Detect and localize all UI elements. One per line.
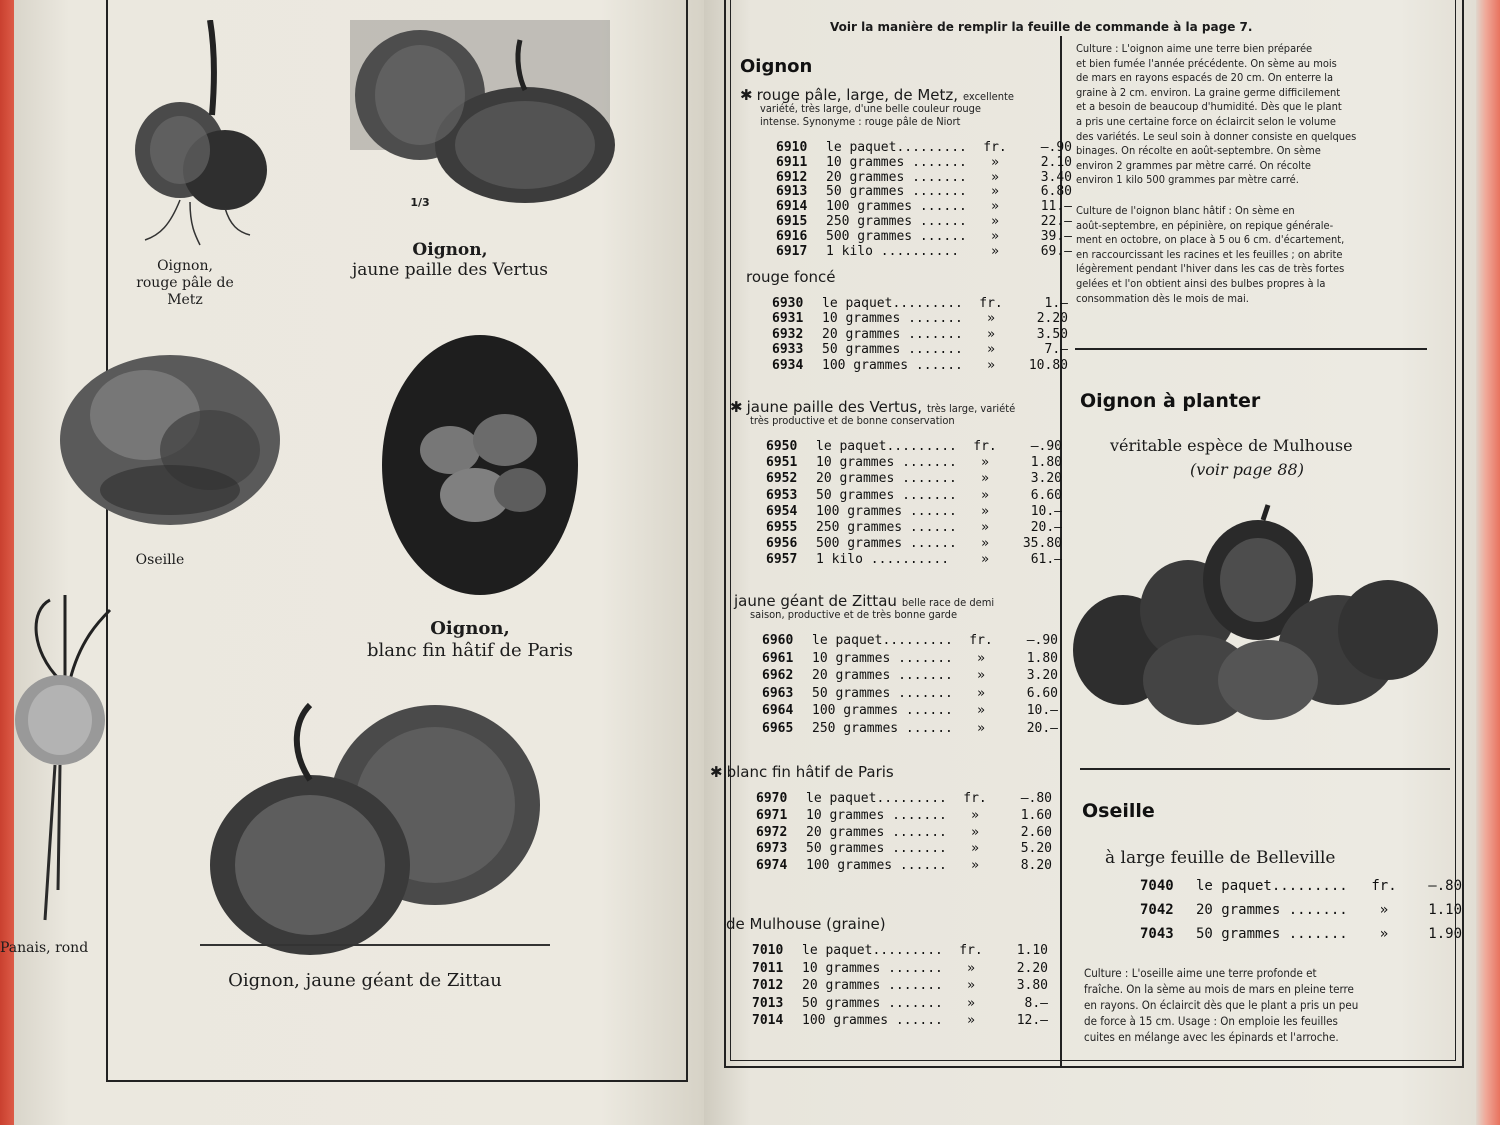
price-label: 250 grammes ......: [826, 214, 967, 229]
price-row: [776, 184, 1072, 199]
price-price: —.90: [1040, 140, 1072, 155]
price-code: 6957: [766, 552, 798, 568]
culture-oignon-text: [1076, 42, 1446, 188]
price-row: [772, 327, 1068, 342]
price-unit: »: [987, 326, 995, 342]
price-code: 6970: [756, 791, 788, 806]
culture-line: fraîche. On la sème au mois de mars en pleine terre: [1084, 982, 1354, 996]
price-row: [776, 140, 1072, 155]
price-code: 7012: [752, 978, 784, 993]
price-row: [1140, 878, 1462, 894]
onion-planter-illustration: [1068, 500, 1468, 730]
price-label: 50 grammes .......: [1196, 926, 1348, 942]
price-code: 6911: [776, 154, 808, 170]
price-price: 12.—: [1016, 1013, 1048, 1028]
price-label: le paquet.........: [816, 439, 957, 454]
price-code: 7014: [752, 1013, 784, 1028]
star-icon: ✱: [730, 398, 743, 416]
caption-metz-line2: rouge pâle de Metz: [136, 274, 234, 308]
culture-line: Culture : L'oseille aime une terre profonde et: [1084, 966, 1317, 980]
price-code: 6910: [776, 140, 808, 155]
price-code: 6973: [756, 841, 788, 857]
price-label: le paquet.........: [802, 943, 943, 958]
price-unit: »: [991, 169, 999, 185]
price-unit: »: [1379, 926, 1389, 942]
price-unit: »: [981, 536, 989, 552]
caption-paris-line2: blanc fin hâtif de Paris: [367, 639, 573, 661]
variety-name: jaune géant de Zittau: [734, 592, 897, 610]
price-unit: fr.: [983, 140, 1007, 155]
price-label: 1 kilo ..........: [816, 552, 950, 568]
culture-line: graine à 2 cm. environ. La graine germe difficilement: [1076, 85, 1341, 99]
price-unit: fr.: [963, 791, 987, 806]
price-price: 1.60: [1020, 807, 1052, 823]
caption-paris: [350, 618, 590, 661]
price-code: 6913: [776, 184, 808, 200]
price-row: [1140, 926, 1462, 942]
culture-line: cuites en mélange avec les épinards et l'arroche.: [1084, 1030, 1339, 1044]
price-price: 20.—: [1030, 520, 1062, 535]
price-row: [766, 488, 1062, 503]
price-price: 8.—: [1024, 995, 1048, 1011]
price-price: 61.—: [1030, 552, 1062, 568]
price-price: 39.—: [1040, 228, 1072, 244]
price-unit: »: [971, 807, 979, 823]
price-price: 6.60: [1026, 685, 1058, 701]
price-price: 3.50: [1036, 326, 1068, 342]
price-row: [766, 455, 1062, 470]
price-row: [756, 841, 1052, 856]
variety-name: blanc fin hâtif de Paris: [726, 763, 894, 781]
price-row: [756, 808, 1052, 823]
price-code: 6917: [776, 243, 808, 259]
price-label: 1 kilo ..........: [826, 243, 960, 259]
caption-panais: Panais, rond: [0, 940, 89, 956]
caption-zittau: Oignon, jaune géant de Zittau: [228, 970, 502, 991]
price-code: 6953: [766, 487, 798, 503]
price-row: [752, 978, 1048, 993]
variety-desc: très large, variété: [926, 402, 1016, 415]
price-row: [772, 311, 1068, 326]
price-code: 6933: [772, 342, 804, 358]
price-unit: »: [981, 471, 989, 487]
scale-fraction: 1/3: [410, 196, 430, 209]
price-row: [776, 155, 1072, 170]
price-unit: fr.: [979, 296, 1003, 311]
culture-blanc-text: [1076, 204, 1446, 306]
oseille-variety-name: à large feuille de Belleville: [1105, 848, 1336, 868]
price-unit: »: [991, 228, 999, 244]
section-title-planter: Oignon à planter: [1080, 390, 1261, 412]
caption-metz: [125, 258, 245, 308]
price-price: 2.10: [1040, 154, 1072, 170]
variety-desc: très productive et de bonne conservation: [750, 414, 955, 427]
price-row: [776, 244, 1072, 259]
price-code: 6950: [766, 439, 798, 454]
variety-title: [710, 763, 1040, 781]
price-row: [762, 651, 1058, 666]
price-label: 50 grammes .......: [816, 487, 957, 503]
price-row: [766, 520, 1062, 535]
culture-line: binages. On récolte en août-septembre. On sème: [1076, 144, 1321, 158]
price-label: 10 grammes .......: [826, 154, 967, 170]
culture-line: en raccourcissant les racines et les feuilles ; on abrite: [1076, 247, 1343, 261]
price-unit: »: [981, 503, 989, 519]
price-code: 6915: [776, 214, 808, 229]
price-price: 6.60: [1030, 487, 1062, 503]
price-label: 20 grammes .......: [1196, 902, 1348, 918]
planter-description: véritable espèce de Mulhouse: [1110, 436, 1353, 455]
price-label: le paquet.........: [812, 633, 953, 648]
price-unit: »: [991, 199, 999, 215]
caption-vertus: [340, 240, 560, 281]
price-price: —.90: [1026, 633, 1058, 648]
price-row: [766, 471, 1062, 486]
price-unit: »: [971, 824, 979, 840]
price-unit: »: [987, 311, 995, 327]
price-unit: fr.: [1371, 878, 1397, 894]
price-label: 20 grammes .......: [812, 668, 953, 683]
price-row: [772, 342, 1068, 357]
price-price: 1.—: [1044, 296, 1068, 311]
price-code: 6914: [776, 199, 808, 215]
price-code: 6952: [766, 471, 798, 487]
price-code: 6954: [766, 503, 798, 519]
price-unit: »: [971, 841, 979, 857]
price-row: [762, 703, 1058, 718]
price-price: 5.20: [1020, 841, 1052, 857]
price-price: 69.—: [1040, 243, 1072, 259]
price-label: 10 grammes .......: [816, 455, 957, 471]
order-instructions: Voir la manière de remplir la feuille de commande à la page 7.: [830, 20, 1253, 34]
price-label: 500 grammes ......: [826, 228, 967, 244]
price-unit: fr.: [959, 943, 983, 958]
price-label: 50 grammes .......: [822, 342, 963, 358]
price-unit: »: [977, 668, 985, 683]
price-row: [756, 825, 1052, 840]
price-price: 1.10: [1428, 902, 1462, 918]
price-label: 250 grammes ......: [812, 720, 953, 736]
price-row: [766, 536, 1062, 551]
culture-line: août-septembre, en pépinière, on repique générale-: [1076, 218, 1334, 232]
price-row: [772, 358, 1068, 373]
caption-vertus-line1: Oignon,: [412, 240, 488, 260]
price-code: 7010: [752, 943, 784, 958]
culture-line: a pris une certaine force on éclaircit selon le volume: [1076, 114, 1336, 128]
price-unit: »: [967, 1013, 975, 1028]
price-label: 50 grammes .......: [812, 685, 953, 701]
variety-name: de Mulhouse (graine): [726, 915, 886, 933]
price-price: 2.20: [1016, 960, 1048, 976]
price-label: 500 grammes ......: [816, 536, 957, 552]
variety-name: rouge pâle, large, de Metz,: [756, 86, 959, 104]
section-title-oignon: Oignon: [740, 56, 813, 77]
variety-desc: excellente: [963, 90, 1014, 103]
price-label: 20 grammes .......: [802, 978, 943, 993]
variety-title: [742, 268, 1072, 286]
price-row: [766, 504, 1062, 519]
price-price: 3.20: [1026, 668, 1058, 683]
culture-line: de mars en rayons espacés de 20 cm. On enterre la: [1076, 71, 1334, 85]
price-label: 20 grammes .......: [816, 471, 957, 487]
price-price: 1.80: [1026, 650, 1058, 666]
star-icon: ✱: [740, 86, 753, 104]
price-label: 10 grammes .......: [806, 807, 947, 823]
price-price: 1.90: [1428, 926, 1462, 942]
culture-line: environ 1 kilo 500 grammes par mètre carré.: [1076, 173, 1299, 187]
culture-line: et a besoin de beaucoup d'humidité. Dès que le plant: [1076, 100, 1342, 114]
price-unit: fr.: [969, 633, 993, 648]
price-row: [1140, 902, 1462, 918]
price-row: [762, 721, 1058, 736]
price-price: 10.—: [1026, 703, 1058, 718]
variety-desc: variété, très large, d'une belle couleur rouge: [760, 102, 982, 115]
price-label: le paquet.........: [822, 296, 963, 311]
panais-illustration: [0, 590, 130, 930]
price-row: [752, 943, 1048, 958]
price-row: [762, 668, 1058, 683]
price-row: [752, 996, 1048, 1011]
price-label: 50 grammes .......: [806, 841, 947, 857]
price-unit: fr.: [973, 439, 997, 454]
price-label: 20 grammes .......: [806, 824, 947, 840]
price-code: 6932: [772, 326, 804, 342]
price-row: [756, 791, 1052, 806]
price-code: 6963: [762, 685, 794, 701]
price-unit: »: [977, 650, 985, 666]
price-price: —.80: [1020, 791, 1052, 806]
price-unit: »: [981, 455, 989, 471]
price-label: 10 grammes .......: [802, 960, 943, 976]
caption-paris-line1: Oignon,: [430, 618, 510, 639]
culture-line: légèrement pendant l'hiver dans les cas de très fortes: [1076, 262, 1345, 276]
price-code: 6934: [772, 357, 804, 373]
price-code: 7011: [752, 960, 784, 976]
price-code: 6956: [766, 536, 798, 552]
price-code: 6962: [762, 668, 794, 683]
price-row: [766, 552, 1062, 567]
variety-name: jaune paille des Vertus,: [746, 398, 922, 416]
culture-line: en rayons. On éclaircit dès que le plant a pris un peu: [1084, 998, 1359, 1012]
price-unit: »: [987, 342, 995, 358]
price-price: 10.80: [1028, 357, 1068, 373]
price-price: 8.20: [1020, 858, 1052, 874]
caption-metz-line1: Oignon,: [157, 258, 213, 274]
price-unit: »: [987, 357, 995, 373]
price-row: [776, 170, 1072, 185]
variety-desc: intense. Synonyme : rouge pâle de Niort: [760, 115, 961, 128]
price-price: —.90: [1030, 439, 1062, 454]
price-unit: »: [967, 960, 975, 976]
price-label: 100 grammes ......: [826, 199, 967, 215]
price-price: 3.40: [1040, 169, 1072, 185]
price-row: [762, 633, 1058, 648]
price-unit: »: [991, 243, 999, 259]
price-label: le paquet.........: [806, 791, 947, 806]
price-code: 6960: [762, 633, 794, 648]
price-price: 22.—: [1040, 214, 1072, 229]
price-price: 3.20: [1030, 471, 1062, 487]
price-row: [776, 199, 1072, 214]
price-code: 7013: [752, 995, 784, 1011]
price-unit: »: [977, 720, 985, 736]
price-label: 100 grammes ......: [822, 357, 963, 373]
price-price: 2.20: [1036, 311, 1068, 327]
culture-oseille-text: [1084, 965, 1464, 1045]
price-price: 1.10: [1016, 943, 1048, 958]
culture-line: consommation dès le mois de mai.: [1076, 291, 1249, 305]
caption-oseille: Oseille: [135, 552, 185, 568]
onion-vertus-illustration: [340, 0, 620, 210]
price-price: 10.—: [1030, 503, 1062, 519]
price-unit: »: [967, 995, 975, 1011]
price-unit: »: [1379, 902, 1389, 918]
price-label: 50 grammes .......: [826, 184, 967, 200]
culture-line: ment en octobre, on place à 5 ou 6 cm. d'écartement,: [1076, 233, 1345, 247]
price-price: 3.80: [1016, 978, 1048, 993]
price-code: 7042: [1140, 902, 1174, 918]
price-price: 1.80: [1030, 455, 1062, 471]
price-unit: »: [981, 487, 989, 503]
price-code: 6961: [762, 650, 794, 666]
price-price: 20.—: [1026, 720, 1058, 736]
price-label: 100 grammes ......: [816, 503, 957, 519]
price-code: 6972: [756, 824, 788, 840]
price-row: [752, 961, 1048, 976]
price-label: 50 grammes .......: [802, 995, 943, 1011]
price-unit: »: [977, 703, 985, 718]
price-code: 6955: [766, 520, 798, 535]
variety-name: rouge foncé: [746, 268, 836, 286]
price-code: 6951: [766, 455, 798, 471]
price-price: 35.80: [1022, 536, 1062, 552]
variety-desc: belle race de demi: [901, 596, 995, 609]
price-unit: »: [971, 858, 979, 874]
price-code: 6974: [756, 858, 788, 874]
price-row: [752, 1013, 1048, 1028]
price-label: 100 grammes ......: [802, 1013, 943, 1028]
price-label: 10 grammes .......: [822, 311, 963, 327]
book-cover-edge-right: [1476, 0, 1500, 1125]
price-price: 2.60: [1020, 824, 1052, 840]
section-rule-1: [1075, 348, 1427, 350]
culture-line: des variétés. Le seul soin à donner consiste en quelques: [1076, 129, 1357, 143]
price-code: 7043: [1140, 926, 1174, 942]
price-unit: »: [991, 184, 999, 200]
price-label: 100 grammes ......: [806, 858, 947, 874]
caption-vertus-line2: jaune paille des Vertus: [351, 260, 549, 281]
variety-desc: saison, productive et de très bonne garde: [750, 608, 958, 621]
price-unit: »: [991, 214, 999, 229]
culture-line: Culture : L'oignon aime une terre bien préparée: [1076, 42, 1313, 55]
planter-page-ref: (voir page 88): [1190, 460, 1304, 479]
price-label: 20 grammes .......: [826, 169, 967, 185]
price-row: [776, 229, 1072, 244]
price-unit: »: [977, 685, 985, 701]
price-code: 6930: [772, 296, 804, 311]
price-label: 100 grammes ......: [812, 703, 953, 718]
price-label: 250 grammes ......: [816, 520, 957, 535]
price-label: 20 grammes .......: [822, 326, 963, 342]
price-row: [772, 296, 1068, 311]
price-label: le paquet.........: [826, 140, 967, 155]
star-icon: ✱: [710, 763, 723, 781]
price-code: 6964: [762, 703, 794, 718]
onion-metz-illustration: [120, 20, 270, 250]
onion-paris-illustration: [380, 330, 580, 600]
price-code: 6965: [762, 720, 794, 736]
price-row: [776, 214, 1072, 229]
section-title-oseille: Oseille: [1082, 800, 1155, 822]
price-unit: »: [981, 552, 989, 568]
price-code: 6931: [772, 311, 804, 327]
price-label: le paquet.........: [1196, 878, 1348, 894]
price-code: 6912: [776, 169, 808, 185]
price-unit: »: [967, 978, 975, 993]
variety-title: [722, 915, 1052, 933]
price-code: 7040: [1140, 878, 1174, 894]
price-price: 11.—: [1040, 199, 1072, 215]
price-row: [766, 439, 1062, 454]
price-price: 7.—: [1044, 342, 1068, 358]
culture-line: et bien fumée l'année précédente. On sème au mois: [1076, 56, 1337, 70]
price-unit: »: [991, 154, 999, 170]
price-unit: »: [981, 520, 989, 535]
price-row: [756, 858, 1052, 873]
price-price: 6.80: [1040, 184, 1072, 200]
oseille-illustration: [50, 330, 290, 540]
price-code: 6916: [776, 228, 808, 244]
price-code: 6971: [756, 807, 788, 823]
culture-line: de force à 15 cm. Usage : On emploie les feuilles: [1084, 1014, 1338, 1028]
section-rule-2: [1080, 768, 1450, 770]
price-price: —.80: [1428, 878, 1462, 894]
culture-line: Culture de l'oignon blanc hâtif : On sème en: [1076, 204, 1295, 217]
price-label: 10 grammes .......: [812, 650, 953, 666]
onion-zittau-illustration: [200, 690, 550, 960]
price-row: [762, 686, 1058, 701]
culture-line: gelées et l'on obtient ainsi des bulbes propres à la: [1076, 276, 1326, 290]
culture-line: environ 2 grammes par mètre carré. On récolte: [1076, 158, 1311, 172]
